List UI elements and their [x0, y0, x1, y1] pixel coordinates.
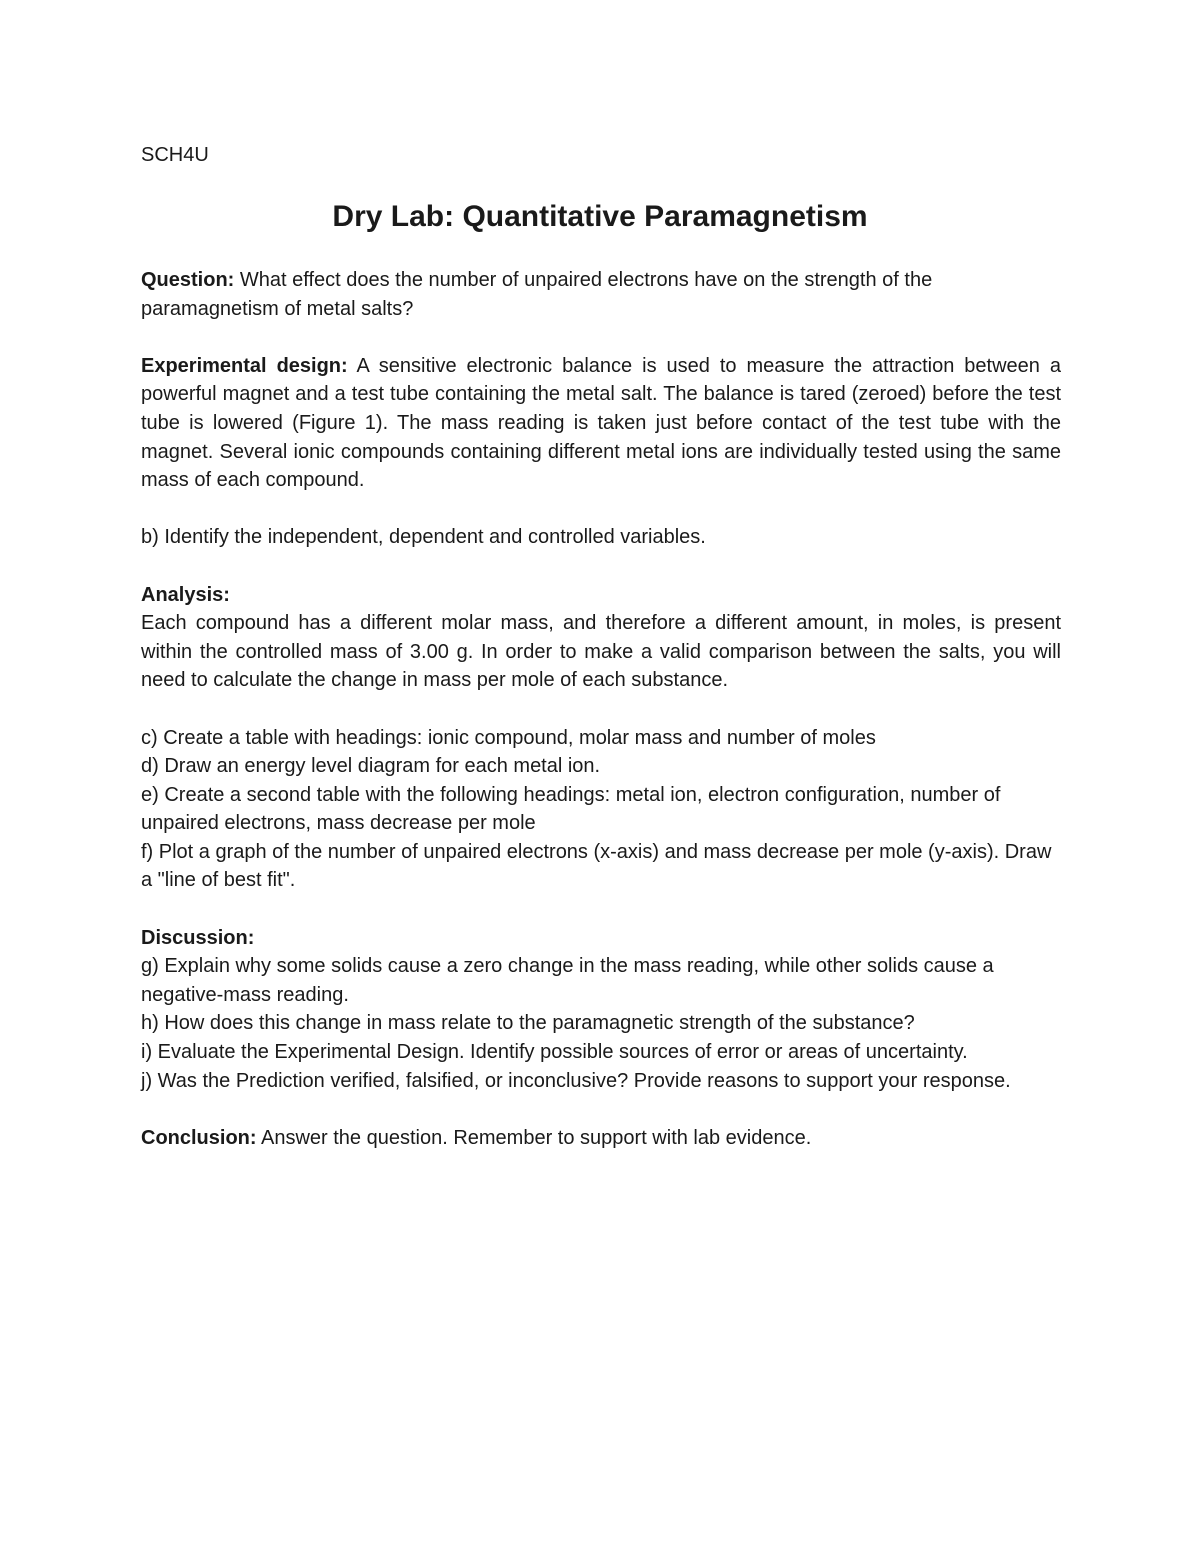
- page-title: Dry Lab: Quantitative Paramagnetism: [332, 200, 868, 233]
- experimental-design-paragraph: [141, 352, 1061, 495]
- analysis-heading: [141, 581, 1061, 610]
- analysis-item-c: c) Create a table with headings: ionic compound, molar mass and number of moles: [141, 726, 876, 749]
- question-paragraph: [141, 266, 1061, 323]
- experimental-design-text: A sensitive electronic balance is used to measure the attraction between a powerful magnet and a test tube containing the metal salt. The balance is tared (zeroed) before the test tube is lowered (Figure 1). The mass reading is taken just before contact of the test tube with the magnet. Several ionic compounds containing different metal ions are individually tested using the same mass of each compound.: [141, 354, 1061, 492]
- analysis-text: Each compound has a different molar mass, and therefore a different amount, in moles, is present within the controlled mass of 3.00 g. In order to make a valid comparison between the salts, you will need to calculate the change in mass per mole of each substance.: [141, 612, 1061, 692]
- course-code: SCH4U: [141, 144, 209, 166]
- discussion-item-i: i) Evaluate the Experimental Design. Identify possible sources of error or areas of uncertainty.: [141, 1041, 968, 1064]
- analysis-item-d: d) Draw an energy level diagram for each metal ion.: [141, 755, 601, 778]
- discussion-label: Discussion:: [141, 926, 255, 949]
- item-b: b) Identify the independent, dependent and controlled variables.: [141, 526, 706, 549]
- experimental-design-label: Experimental design:: [141, 354, 348, 377]
- question-label: Question:: [141, 269, 235, 291]
- conclusion-label: Conclusion:: [141, 1126, 257, 1149]
- analysis-item-e: e) Create a second table with the following headings: metal ion, electron configuration, number of unpaired electrons, mass decrease per mole: [141, 783, 1001, 835]
- analysis-label: Analysis:: [141, 583, 230, 606]
- discussion-item-g: g) Explain why some solids cause a zero change in the mass reading, while other solids cause a negative-mass reading.: [141, 955, 994, 1006]
- analysis-item-f: f) Plot a graph of the number of unpaired electrons (x-axis) and mass decrease per mole (y-axis). Draw a "line of best fit".: [141, 840, 1052, 892]
- document-body: [141, 266, 1061, 1152]
- discussion-item-h: h) How does this change in mass relate to the paramagnetic strength of the substance?: [141, 1012, 915, 1035]
- discussion-item-j: j) Was the Prediction verified, falsified, or inconclusive? Provide reasons to support your response.: [141, 1069, 1011, 1092]
- conclusion-text: Answer the question. Remember to support with lab evidence.: [256, 1126, 812, 1149]
- question-text: What effect does the number of unpaired electrons have on the strength of the paramagnetism of metal salts?: [141, 269, 933, 320]
- discussion-heading: [141, 924, 1061, 953]
- conclusion-paragraph: [141, 1124, 1061, 1153]
